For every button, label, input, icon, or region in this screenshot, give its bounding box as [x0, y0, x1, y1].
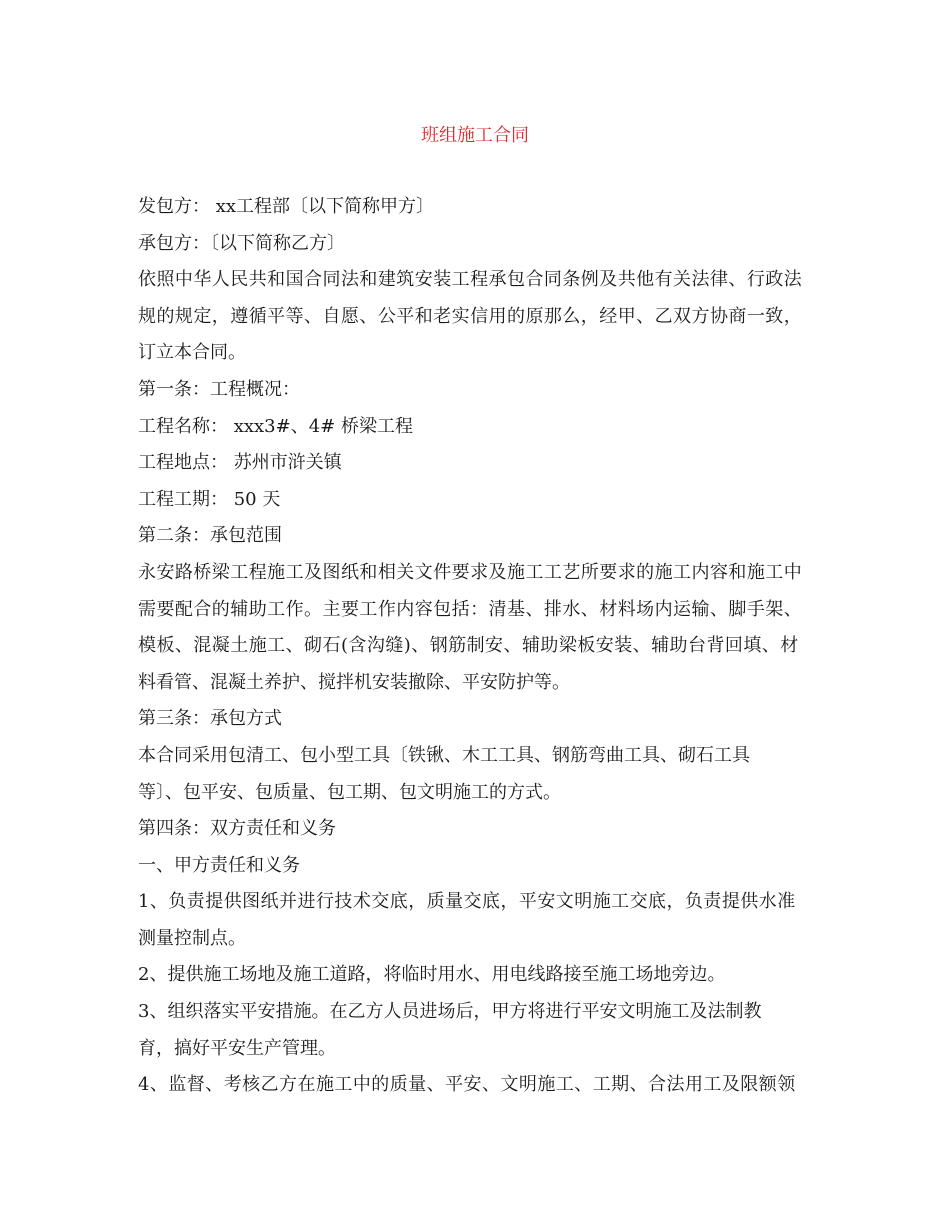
text-line: 发包方： xx工程部〔以下简称甲方〕 — [138, 196, 435, 217]
text-line: 育，搞好平安生产管理。 — [138, 1037, 336, 1059]
text-line: 永安路桥梁工程施工及图纸和相关文件要求及施工工艺所要求的施工内容和施工中 — [138, 561, 803, 583]
text-line: 第二条：承包范围 — [138, 525, 282, 547]
text-line: 料看管、混凝土养护、搅拌机安装撤除、平安防护等。 — [138, 671, 570, 693]
text-line: 工程地点： 苏州市浒关镇 — [138, 452, 342, 474]
text-line: 工程名称： xxx3#、4# 桥梁工程 — [138, 415, 413, 437]
text-line: 依照中华人民共和国合同法和建筑安装工程承包合同条例及共他有关法律、行政法 — [138, 269, 803, 291]
text-line: 2、提供施工场地及施工道路，将临时用水、用电线路接至施工场地旁边。 — [138, 964, 726, 986]
text-line: 测量控制点。 — [138, 927, 246, 949]
text-line: 规的规定，遵循平等、自愿、公平和老实信用的原那么，经甲、乙双方协商一致， — [138, 305, 803, 327]
text-line: 第一条：工程概况： — [138, 378, 300, 400]
text-line: 1、负责提供图纸并进行技术交底，质量交底，平安文明施工交底，负责提供水准 — [138, 891, 796, 913]
text-line: 本合同采用包清工、包小型工具〔铁锹、木工工具、钢筋弯曲工具、砌石工具 — [138, 744, 750, 766]
text-line: 承包方：〔以下简称乙方〕 — [138, 232, 345, 254]
document-body — [138, 192, 814, 1107]
text-line: 等〕、包平安、包质量、包工期、包文明施工的方式。 — [138, 781, 561, 803]
text-line: 工程工期： 50 天 — [138, 488, 281, 510]
text-line: 3、组织落实平安措施。在乙方人员进场后，甲方将进行平安文明施工及法制教 — [138, 1001, 762, 1023]
text-line: 模板、混凝土施工、砌石(含沟缝)、钢筋制安、辅助梁板安装、辅助台背回填、材 — [138, 635, 799, 657]
text-line: 一、甲方责任和义务 — [138, 854, 300, 876]
text-line: 订立本合同。 — [138, 342, 246, 364]
document-title: 班组施工合同 — [421, 125, 529, 146]
text-line: 第三条：承包方式 — [138, 708, 282, 730]
text-line: 需要配合的辅助工作。主要工作内容包括：清基、排水、材料场内运输、脚手架、 — [138, 598, 803, 620]
text-line: 4、监督、考核乙方在施工中的质量、平安、文明施工、工期、合法用工及限额领 — [138, 1074, 796, 1096]
text-line: 第四条：双方责任和义务 — [138, 818, 336, 840]
